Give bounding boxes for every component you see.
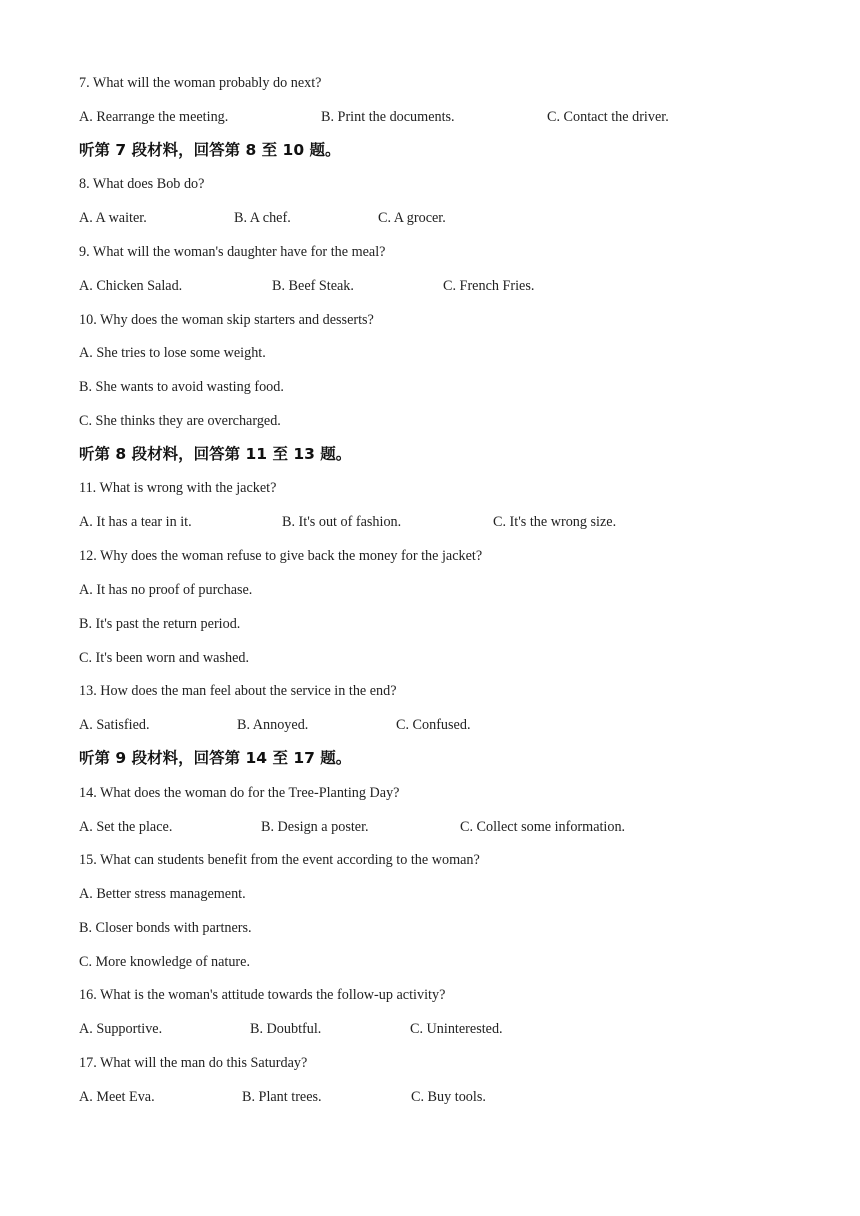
question-16-option-a: A. Supportive. — [79, 1021, 163, 1037]
section-heading-8: 听第 8 段材料，回答第 11 至 13 题。 — [79, 445, 352, 463]
question-10-option-a: A. She tries to lose some weight. — [79, 345, 266, 361]
question-8-option-b: B. A chef. — [234, 210, 291, 226]
question-9-option-c: C. French Fries. — [443, 278, 535, 294]
question-8-option-a: A. A waiter. — [79, 210, 147, 226]
question-7-stem: 7. What will the woman probably do next? — [79, 75, 322, 91]
question-7-option-a: A. Rearrange the meeting. — [79, 109, 229, 125]
question-13-option-c: C. Confused. — [396, 717, 471, 733]
question-14-option-c: C. Collect some information. — [460, 819, 626, 835]
question-17-option-b: B. Plant trees. — [242, 1089, 322, 1105]
question-14-option-b: B. Design a poster. — [261, 819, 369, 835]
question-14-stem: 14. What does the woman do for the Tree-Planting Day? — [79, 785, 400, 801]
question-7-option-c: C. Contact the driver. — [547, 109, 669, 125]
question-12-option-c: C. It's been worn and washed. — [79, 650, 250, 666]
section-heading-9: 听第 9 段材料，回答第 14 至 17 题。 — [79, 749, 352, 767]
question-8-option-c: C. A grocer. — [378, 210, 446, 226]
question-16-option-c: C. Uninterested. — [410, 1021, 503, 1037]
question-17-option-a: A. Meet Eva. — [79, 1089, 155, 1105]
question-8-stem: 8. What does Bob do? — [79, 176, 205, 192]
question-12-stem: 12. Why does the woman refuse to give back the money for the jacket? — [79, 548, 483, 564]
question-15-option-b: B. Closer bonds with partners. — [79, 920, 252, 936]
question-14-option-a: A. Set the place. — [79, 819, 173, 835]
question-15-stem: 15. What can students benefit from the event according to the woman? — [79, 852, 480, 868]
question-9-stem: 9. What will the woman's daughter have for the meal? — [79, 244, 386, 260]
question-15-option-c: C. More knowledge of nature. — [79, 954, 250, 970]
question-17-option-c: C. Buy tools. — [411, 1089, 486, 1105]
question-16-option-b: B. Doubtful. — [250, 1021, 322, 1037]
question-13-option-b: B. Annoyed. — [237, 717, 309, 733]
question-15-option-a: A. Better stress management. — [79, 886, 246, 902]
question-12-option-a: A. It has no proof of purchase. — [79, 582, 253, 598]
question-10-option-b: B. She wants to avoid wasting food. — [79, 379, 284, 395]
section-heading-7: 听第 7 段材料，回答第 8 至 10 题。 — [79, 141, 341, 159]
question-10-option-c: C. She thinks they are overcharged. — [79, 413, 281, 429]
question-11-option-c: C. It's the wrong size. — [493, 514, 617, 530]
question-11-option-b: B. It's out of fashion. — [282, 514, 402, 530]
question-16-stem: 16. What is the woman's attitude towards the follow-up activity? — [79, 987, 446, 1003]
question-11-stem: 11. What is wrong with the jacket? — [79, 480, 277, 496]
question-10-stem: 10. Why does the woman skip starters and desserts? — [79, 312, 374, 328]
question-7-option-b: B. Print the documents. — [321, 109, 455, 125]
question-13-stem: 13. How does the man feel about the service in the end? — [79, 683, 397, 699]
question-9-option-a: A. Chicken Salad. — [79, 278, 183, 294]
question-12-option-b: B. It's past the return period. — [79, 616, 241, 632]
question-13-option-a: A. Satisfied. — [79, 717, 150, 733]
question-9-option-b: B. Beef Steak. — [272, 278, 354, 294]
question-11-option-a: A. It has a tear in it. — [79, 514, 192, 530]
question-17-stem: 17. What will the man do this Saturday? — [79, 1055, 308, 1071]
